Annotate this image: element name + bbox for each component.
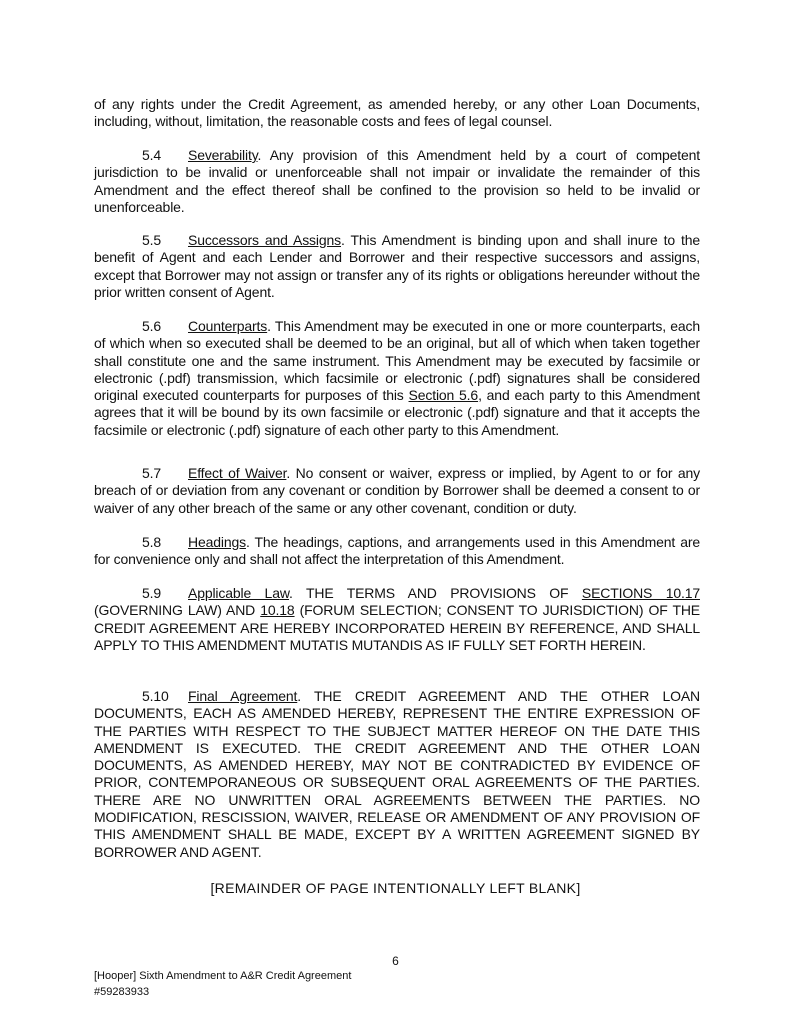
- section-5-8: [94, 534, 700, 569]
- section-heading: Headings: [188, 534, 246, 550]
- section-body: . This Amendment is binding upon and shall inure to the benefit of Agent and each Lender and Borrower and their respective successors and assigns, except that Borrower may not assign or transfer any of its rights or obligations hereunder without the prior written consent of Agent.: [94, 232, 700, 300]
- section-number: 5.9: [142, 585, 162, 601]
- section-body: . THE CREDIT AGREEMENT AND THE OTHER LOAN DOCUMENTS, EACH AS AMENDED HEREBY, REPRESENT THE ENTIRE EXPRESSION OF THE PARTIES WITH RESPECT TO THE SUBJECT MATTER HEREOF ON THE DATE THIS AMENDMENT IS EXECUTED. THE CREDIT AGREEMENT AND THE OTHER LOAN DOCUMENTS, AS AMENDED HEREBY, MAY NOT BE CONTRADICTED BY EVIDENCE OF PRIOR, CONTEMPORANEOUS OR SUBSEQUENT ORAL AGREEMENTS OF THE PARTIES. THERE ARE NO UNWRITTEN ORAL AGREEMENTS BETWEEN THE PARTIES. NO MODIFICATION, RESCISSION, WAIVER, RELEASE OR AMENDMENT OF ANY PROVISION OF THIS AMENDMENT SHALL BE MADE, EXCEPT BY A WRITTEN AGREEMENT SIGNED BY BORROWER AND AGENT.: [94, 688, 700, 860]
- continuation-paragraph: of any rights under the Credit Agreement, as amended hereby, or any other Loan Documents, including, without, limitation, the reasonable costs and fees of legal counsel.: [94, 96, 700, 130]
- section-5-5: [94, 232, 700, 301]
- footer-title: [Hooper] Sixth Amendment to A&R Credit Agreement: [94, 970, 352, 982]
- remainder-notice: [REMAINDER OF PAGE INTENTIONALLY LEFT BLANK]: [210, 880, 581, 896]
- section-body: . Any provision of this Amendment held by a court of competent jurisdiction to be invalid or unenforceable shall not impair or invalidate the remainder of this Amendment and the effect thereof shall be confined to the provision so held to be invalid or unenforceable.: [94, 147, 700, 215]
- section-5-9: [94, 585, 700, 654]
- section-body-cont: , and each party to this Amendment agrees that it will be bound by its own facsimile or electronic (.pdf) signature and that it accepts the facsimile or electronic (.pdf) signature of each other party to this Amendment.: [94, 387, 700, 438]
- section-5-4: [94, 147, 700, 216]
- page-number: 6: [392, 954, 399, 968]
- section-body: . THE TERMS AND PROVISIONS OF: [289, 585, 582, 601]
- section-number: 5.4: [142, 147, 162, 163]
- section-body: . The headings, captions, and arrangements used in this Amendment are for convenience only and shall not affect the interpretation of this Amendment.: [94, 534, 700, 568]
- section-heading: Applicable Law: [188, 585, 290, 601]
- section-number: 5.8: [142, 534, 162, 550]
- section-5-10: [94, 688, 700, 861]
- section-reference: 10.18: [260, 602, 295, 619]
- section-5-7: [94, 465, 700, 517]
- section-heading: Severability: [188, 147, 258, 163]
- section-5-6: [94, 318, 700, 439]
- section-body-cont: (GOVERNING LAW) AND: [94, 602, 261, 619]
- section-number: 5.10: [142, 688, 169, 704]
- section-number: 5.7: [142, 465, 162, 481]
- section-reference: SECTIONS 10.17: [581, 585, 700, 601]
- footer-doc-number: #59283933: [94, 986, 150, 998]
- section-number: 5.6: [142, 318, 162, 334]
- section-heading: Successors and Assigns: [188, 232, 341, 248]
- section-reference: Section 5.6: [408, 387, 479, 404]
- section-heading: Final Agreement: [188, 688, 298, 704]
- section-heading: Counterparts: [188, 318, 268, 334]
- section-body: . This Amendment may be executed in one or more counterparts, each of which when so executed shall be deemed to be an original, but all of which when taken together shall constitute one and the same instrument. This Amendment may be executed by facsimile or electronic (.pdf) transmission, which facsimile or electronic (.pdf) signatures shall be considered original executed counterparts for purposes of this: [94, 318, 700, 404]
- section-body: . No consent or waiver, express or implied, by Agent to or for any breach of or deviation from any covenant or condition by Borrower shall be deemed a consent to or waiver of any other breach of the same or any other covenant, condition or duty.: [94, 465, 700, 516]
- section-number: 5.5: [142, 232, 162, 248]
- section-heading: Effect of Waiver: [188, 465, 287, 481]
- section-body-cont: (FORUM SELECTION; CONSENT TO JURISDICTION) OF THE CREDIT AGREEMENT ARE HEREBY INCORPORATED HEREIN BY REFERENCE, AND SHALL APPLY TO THIS AMENDMENT MUTATIS MUTANDIS AS IF FULLY SET FORTH HEREIN.: [94, 602, 700, 653]
